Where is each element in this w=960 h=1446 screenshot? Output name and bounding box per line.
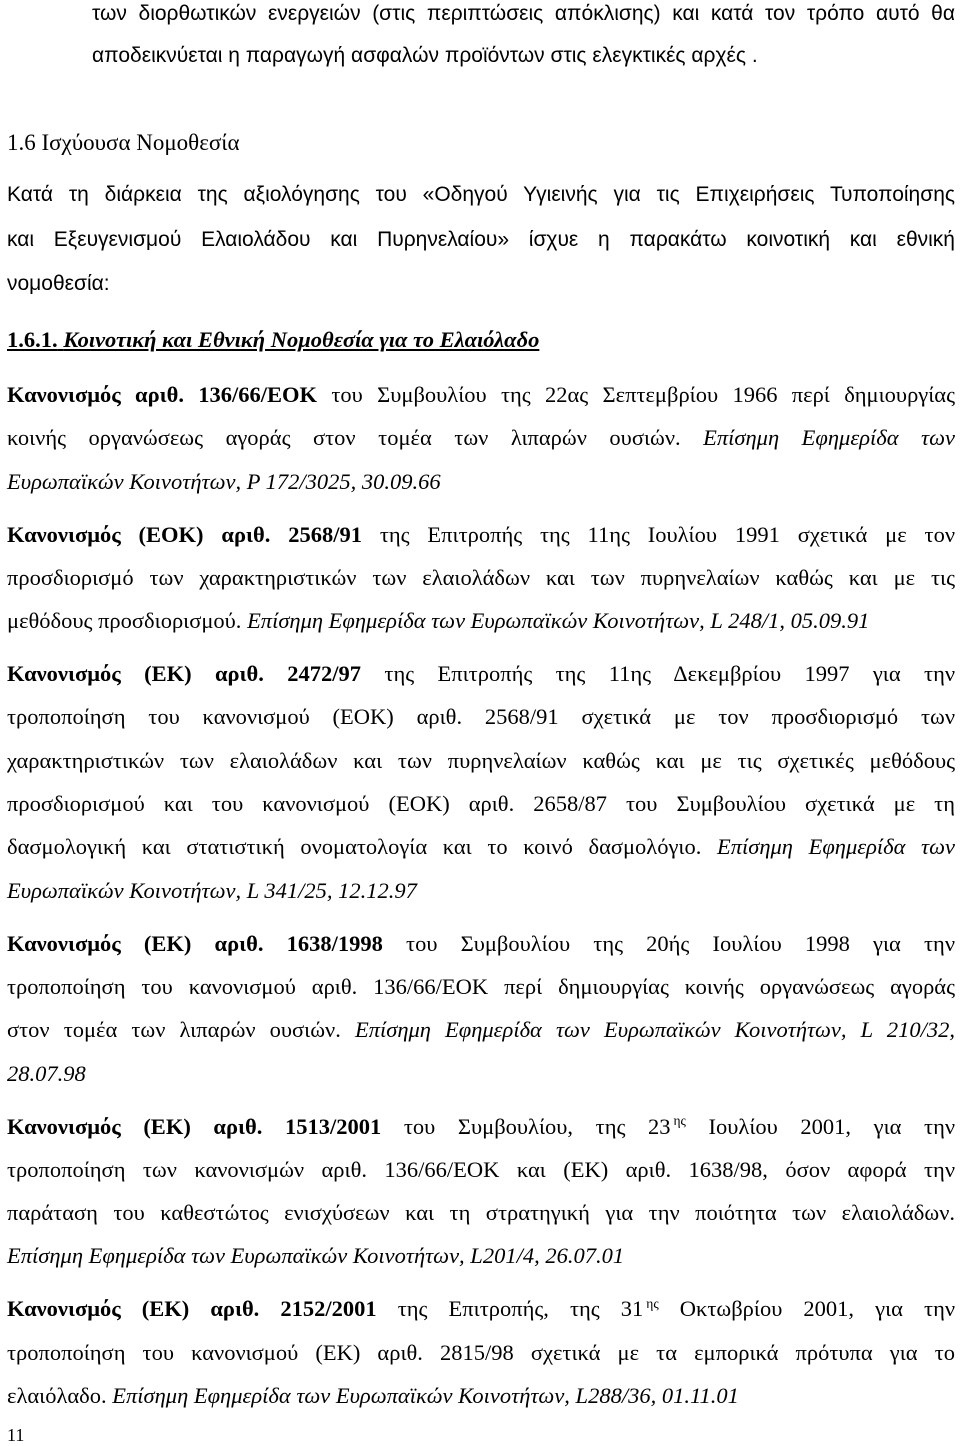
intro-continuation-paragraph <box>92 0 955 77</box>
text-line <box>7 1331 955 1374</box>
regulation-number: Κανονισμός (ΕΚ) αριθ. 2152/2001 <box>7 1296 377 1322</box>
regulation-number: Κανονισμός (ΕΚ) αριθ. 1638/1998 <box>7 930 383 956</box>
official-journal-reference: Επίσημη Εφημερίδα των <box>716 834 955 860</box>
text-line <box>7 1287 955 1330</box>
text-run: της Επιτροπής της 11ης Ιουλίου 1991 σχετικά με τον <box>361 521 955 547</box>
official-journal-reference: 28.07.98 <box>7 1060 86 1086</box>
text-line <box>7 1234 955 1277</box>
text-line <box>7 739 955 782</box>
text-line <box>7 922 955 965</box>
regulation-list <box>7 373 955 1417</box>
text-line <box>7 1052 955 1095</box>
subsection-heading <box>7 318 955 361</box>
official-journal-reference: Επίσημη Εφημερίδα των Ευρωπαϊκών Κοινοτήτων, L 210/32, <box>354 1017 955 1043</box>
ordinal-suffix: ης <box>673 1113 686 1129</box>
text-line <box>7 460 955 503</box>
text-line <box>7 825 955 868</box>
text-run: νομοθεσία: <box>7 272 110 295</box>
section-intro-paragraph <box>7 173 955 307</box>
text-run: της Επιτροπής της 11ης Δεκεμβρίου 1997 για την <box>361 661 956 687</box>
text-run: των διορθωτικών ενεργειών (στις περιπτώσεις απόκλισης) και κατά τον τρόπο αυτό θα <box>92 2 955 25</box>
text-run: στον τομέα των λιπαρών ουσιών. <box>7 1017 355 1043</box>
text-run: της Επιτροπής, της 31 <box>376 1296 644 1322</box>
text-line <box>7 218 955 263</box>
regulation-number: Κανονισμός (ΕΚ) αριθ. 2472/97 <box>7 661 362 687</box>
text-run: ελαιόλαδο. <box>7 1382 113 1408</box>
text-run: Ιουλίου 2001, για την <box>685 1113 956 1139</box>
text-line <box>7 1148 955 1191</box>
text-line <box>7 1374 955 1417</box>
official-journal-reference: Επίσημη Εφημερίδα των Ευρωπαϊκών Κοινοτήτων, L201/4, 26.07.01 <box>7 1243 625 1269</box>
text-line <box>92 0 955 35</box>
official-journal-reference: Επίσημη Εφημερίδα των Ευρωπαϊκών Κοινοτήτων, L 248/1, 05.09.91 <box>247 608 870 634</box>
text-line <box>7 599 955 642</box>
text-run: προσδιορισμού και του κανονισμού (ΕΟΚ) αριθ. 2658/87 του Συμβουλίου σχετικά με τη <box>7 791 955 817</box>
text-run: μεθόδους προσδιορισμού. <box>7 608 248 634</box>
regulation-number: Κανονισμός (ΕΚ) αριθ. 1513/2001 <box>7 1113 382 1139</box>
text-line <box>7 173 955 218</box>
text-line <box>7 416 955 459</box>
text-line <box>7 373 955 416</box>
text-line <box>7 1105 955 1148</box>
subsection-number: 1.6.1. <box>7 327 58 352</box>
text-line <box>7 556 955 599</box>
text-run: τροποποίηση των κανονισμών αριθ. 136/66/ΕΟΚ και (ΕΚ) αριθ. 1638/98, όσον αφορά την <box>7 1156 955 1182</box>
text-line <box>7 782 955 825</box>
text-run: του Συμβουλίου, της 23 <box>381 1113 671 1139</box>
text-run: Κατά τη διάρκεια της αξιολόγησης του «Οδηγού Υγιεινής για τις Επιχειρήσεις Τυποποίησης <box>7 183 955 206</box>
regulation-entry <box>7 922 955 1095</box>
text-line <box>7 262 955 307</box>
text-run: και Εξευγενισμού Ελαιολάδου και Πυρηνελαίου» ίσχυε η παρακάτω κοινοτική και εθνική <box>7 227 955 251</box>
regulation-entry <box>7 1105 955 1278</box>
text-run: κοινής οργανώσεως αγοράς στον τομέα των λιπαρών ουσιών. <box>7 425 704 451</box>
text-line <box>7 869 955 912</box>
subsection-title: Κοινοτική και Εθνική Νομοθεσία για το Ελαιόλαδο <box>63 327 540 352</box>
text-run: παράταση του καθεστώτος ενισχύσεων και τη στρατηγική για την ποιότητα των ελαιολάδων. <box>7 1200 955 1226</box>
regulation-entry <box>7 652 955 912</box>
text-line <box>92 35 955 77</box>
text-line <box>7 1191 955 1234</box>
text-line <box>7 695 955 738</box>
text-run: του Συμβουλίου της 20ής Ιουλίου 1998 για την <box>382 930 955 956</box>
text-line <box>7 965 955 1008</box>
text-run: τροποποίηση του κανονισμού αριθ. 136/66/ΕΟΚ περί δημιουργίας κοινής οργανώσεως αγοράς <box>7 973 955 999</box>
text-run: χαρακτηριστικών των ελαιολάδων και των πυρηνελαίων καθώς και με τις σχετικές μεθόδους <box>7 747 955 773</box>
official-journal-reference: Επίσημη Εφημερίδα των Ευρωπαϊκών Κοινοτήτων, L288/36, 01.11.01 <box>112 1382 739 1408</box>
official-journal-reference: Ευρωπαϊκών Κοινοτήτων, L 341/25, 12.12.97 <box>7 877 417 903</box>
text-line <box>7 1008 955 1051</box>
section-heading: 1.6 Ισχύουσα Νομοθεσία <box>7 130 240 155</box>
text-run: τροποποίηση του κανονισμού (ΕΟΚ) αριθ. 2568/91 σχετικά με τον προσδιορισμό των <box>7 704 955 730</box>
regulation-number: Κανονισμός (ΕΟΚ) αριθ. 2568/91 <box>7 521 362 547</box>
text-run: Οκτωβρίου 2001, για την <box>658 1296 956 1322</box>
page-number: 11 <box>7 1425 25 1445</box>
regulation-entry <box>7 513 955 643</box>
ordinal-suffix: ης <box>646 1296 659 1312</box>
regulation-entry <box>7 1287 955 1417</box>
text-run: του Συμβουλίου της 22ας Σεπτεμβρίου 1966 περί δημιουργίας <box>317 382 955 407</box>
regulation-number: Κανονισμός αριθ. 136/66/ΕΟΚ <box>7 382 318 407</box>
regulation-entry <box>7 373 955 503</box>
official-journal-reference: Επίσημη Εφημερίδα των <box>703 425 955 451</box>
text-run: τροποποίηση του κανονισμού (ΕΚ) αριθ. 2815/98 σχετικά με τα εμπορικά πρότυπα για το <box>7 1339 955 1365</box>
text-run: δασμολογική και στατιστική ονοματολογία και το κοινό δασμολόγιο. <box>7 834 717 860</box>
text-run: προσδιορισμό των χαρακτηριστικών των ελαιολάδων και των πυρηνελαίων καθώς και με τις <box>7 564 955 590</box>
official-journal-reference: Ευρωπαϊκών Κοινοτήτων, P 172/3025, 30.09.66 <box>7 468 441 494</box>
text-run: αποδεικνύεται η παραγωγή ασφαλών προϊόντων στις ελεγκτικές αρχές . <box>92 44 758 67</box>
text-line <box>7 513 955 556</box>
text-line <box>7 652 955 695</box>
